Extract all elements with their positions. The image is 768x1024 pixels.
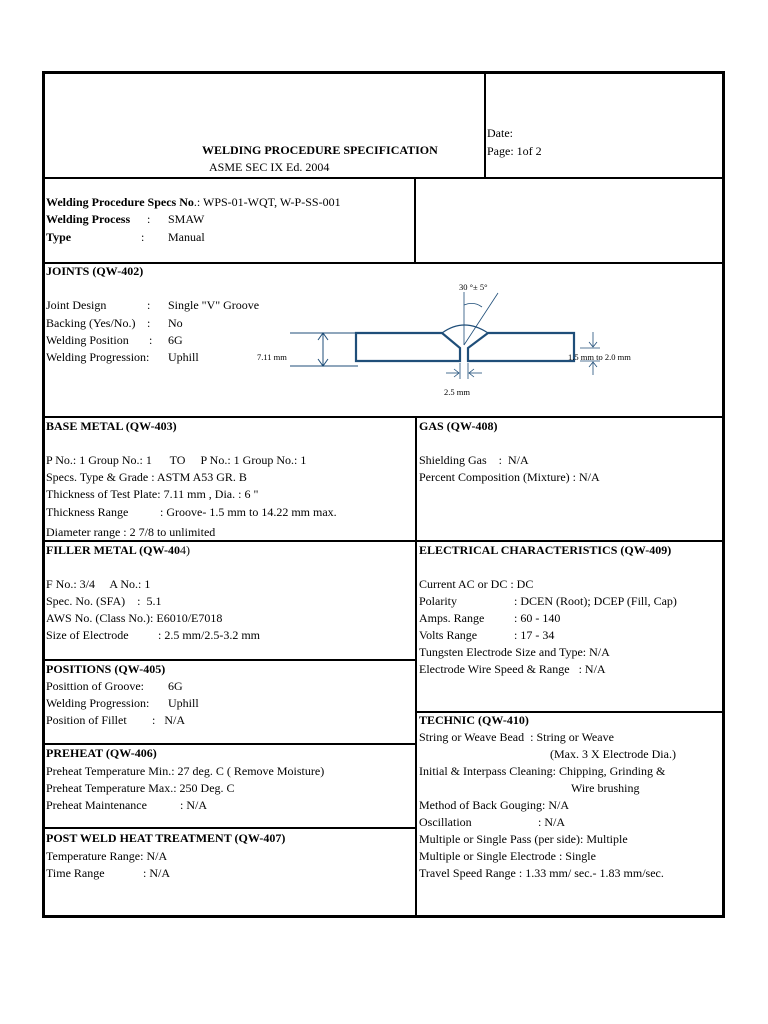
- joints-heading: JOINTS (QW-402): [46, 264, 144, 278]
- wps-number: Welding Procedure Specs No.: WPS-01-WQT, W-P-SS-001: [46, 195, 341, 209]
- page-label: Page: 1of 2: [487, 144, 542, 158]
- welding-process-value: SMAW: [168, 212, 205, 226]
- groove-position-label: Posittion of Groove:: [46, 679, 144, 693]
- backing-sep: :: [147, 316, 151, 330]
- pwht-heading: POST WELD HEAT TREATMENT (QW-407): [46, 831, 286, 845]
- string-weave-bead: String or Weave Bead : String or Weave: [419, 730, 614, 744]
- interpass-cleaning: Initial & Interpass Cleaning: Chipping, Grinding &: [419, 764, 666, 778]
- root-gap-label: 2.5 mm: [444, 387, 470, 397]
- angle-arc: [464, 303, 482, 307]
- polarity-value: : DCEN (Root); DCEP (Fill, Cap): [514, 594, 677, 608]
- wire-speed: Electrode Wire Speed & Range : N/A: [419, 662, 606, 676]
- preheat-heading: PREHEAT (QW-406): [46, 746, 157, 760]
- back-gouging: Method of Back Gouging: N/A: [419, 798, 569, 812]
- joint-design-sep: :: [147, 298, 151, 312]
- polarity-label: Polarity: [419, 594, 457, 608]
- groove-angle-label: 30 °± 5°: [459, 282, 488, 292]
- string-weave-note: (Max. 3 X Electrode Dia.): [550, 747, 676, 761]
- joint-design-label: Joint Design: [46, 298, 107, 312]
- document-title: WELDING PROCEDURE SPECIFICATION: [202, 143, 438, 157]
- fillet-position-label: Position of Fillet: [46, 713, 127, 727]
- date-label: Date:: [487, 126, 513, 140]
- plate-thickness-label: 7.11 mm: [257, 352, 287, 362]
- welding-process-sep: :: [147, 212, 151, 226]
- p-number: P No.: 1 Group No.: 1 TO P No.: 1 Group No.: 1: [46, 453, 307, 467]
- oscillation-value: : N/A: [538, 815, 565, 829]
- electrode-size-label: Size of Electrode: [46, 628, 129, 642]
- preheat-max: Preheat Temperature Max.: 250 Deg. C: [46, 781, 235, 795]
- volts-label: Volts Range: [419, 628, 478, 642]
- left-plate: [356, 333, 460, 361]
- backing-label: Backing (Yes/No.): [46, 316, 136, 330]
- preheat-maintenance-label: Preheat Maintenance: [46, 798, 147, 812]
- base-metal-heading: BASE METAL (QW-403): [46, 419, 177, 433]
- f-number: F No.: 3/4 A No.: 1: [46, 577, 151, 591]
- diameter-range: Diameter range : 2 7/8 to unlimited: [46, 525, 216, 539]
- thickness-range-label: Thickness Range: [46, 505, 129, 519]
- type-value: Manual: [168, 230, 205, 244]
- thickness-test-plate: Thickness of Test Plate: 7.11 mm , Dia. : 6 ": [46, 487, 259, 501]
- percent-composition: Percent Composition (Mixture) : N/A: [419, 470, 600, 484]
- electrode-type: Multiple or Single Electrode : Single: [419, 849, 596, 863]
- welding-position-sep: :: [149, 333, 153, 347]
- root-face-label: 1.5 mm to 2.0 mm: [568, 352, 631, 362]
- positions-heading: POSITIONS (QW-405): [46, 662, 166, 676]
- welding-progression-value: Uphill: [168, 350, 199, 364]
- backing-value: No: [168, 316, 183, 330]
- fillet-position-value: : N/A: [152, 713, 185, 727]
- oscillation-label: Oscillation: [419, 815, 472, 829]
- filler-metal-heading: FILLER METAL (QW-404): [46, 543, 191, 557]
- type-label: Type: [46, 230, 72, 244]
- welding-process-label: Welding Process: [46, 212, 131, 226]
- document-subtitle: ASME SEC IX Ed. 2004: [209, 160, 330, 174]
- pwht-time-label: Time Range: [46, 866, 105, 880]
- weld-cap: [442, 325, 488, 333]
- tungsten-electrode: Tungsten Electrode Size and Type: N/A: [419, 645, 610, 659]
- electrode-size-value: : 2.5 mm/2.5-3.2 mm: [158, 628, 260, 642]
- aws-class: AWS No. (Class No.): E6010/E7018: [46, 611, 223, 625]
- travel-speed: Travel Speed Range : 1.33 mm/ sec.- 1.83 mm/sec.: [419, 866, 664, 880]
- preheat-min: Preheat Temperature Min.: 27 deg. C ( Remove Moisture): [46, 764, 325, 778]
- electrical-heading: ELECTRICAL CHARACTERISTICS (QW-409): [419, 543, 672, 557]
- amps-label: Amps. Range: [419, 611, 485, 625]
- thickness-range-value: : Groove- 1.5 mm to 14.22 mm max.: [160, 505, 337, 519]
- interpass-cleaning-cont: Wire brushing: [571, 781, 640, 795]
- welding-progression-label: Welding Progression:: [46, 350, 150, 364]
- pwht-temperature-range: Temperature Range: N/A: [46, 849, 168, 863]
- pass-type: Multiple or Single Pass (per side): Multiple: [419, 832, 628, 846]
- positions-progression-value: Uphill: [168, 696, 199, 710]
- right-plate: [468, 333, 574, 361]
- gas-heading: GAS (QW-408): [419, 419, 498, 433]
- spec-no: Spec. No. (SFA) : 5.1: [46, 594, 162, 608]
- amps-value: : 60 - 140: [514, 611, 561, 625]
- specs-type-grade: Specs. Type & Grade : ASTM A53 GR. B: [46, 470, 247, 484]
- welding-position-label: Welding Position: [46, 333, 129, 347]
- volts-value: : 17 - 34: [514, 628, 555, 642]
- shielding-gas: Shielding Gas : N/A: [419, 453, 529, 467]
- technic-heading: TECHNIC (QW-410): [419, 713, 529, 727]
- groove-position-value: 6G: [168, 679, 183, 693]
- pwht-time-value: : N/A: [143, 866, 170, 880]
- welding-position-value: 6G: [168, 333, 183, 347]
- current-type: Current AC or DC : DC: [419, 577, 534, 591]
- type-sep: :: [141, 230, 145, 244]
- preheat-maintenance-value: : N/A: [180, 798, 207, 812]
- positions-progression-label: Welding Progression:: [46, 696, 150, 710]
- joint-design-value: Single "V" Groove: [168, 298, 260, 312]
